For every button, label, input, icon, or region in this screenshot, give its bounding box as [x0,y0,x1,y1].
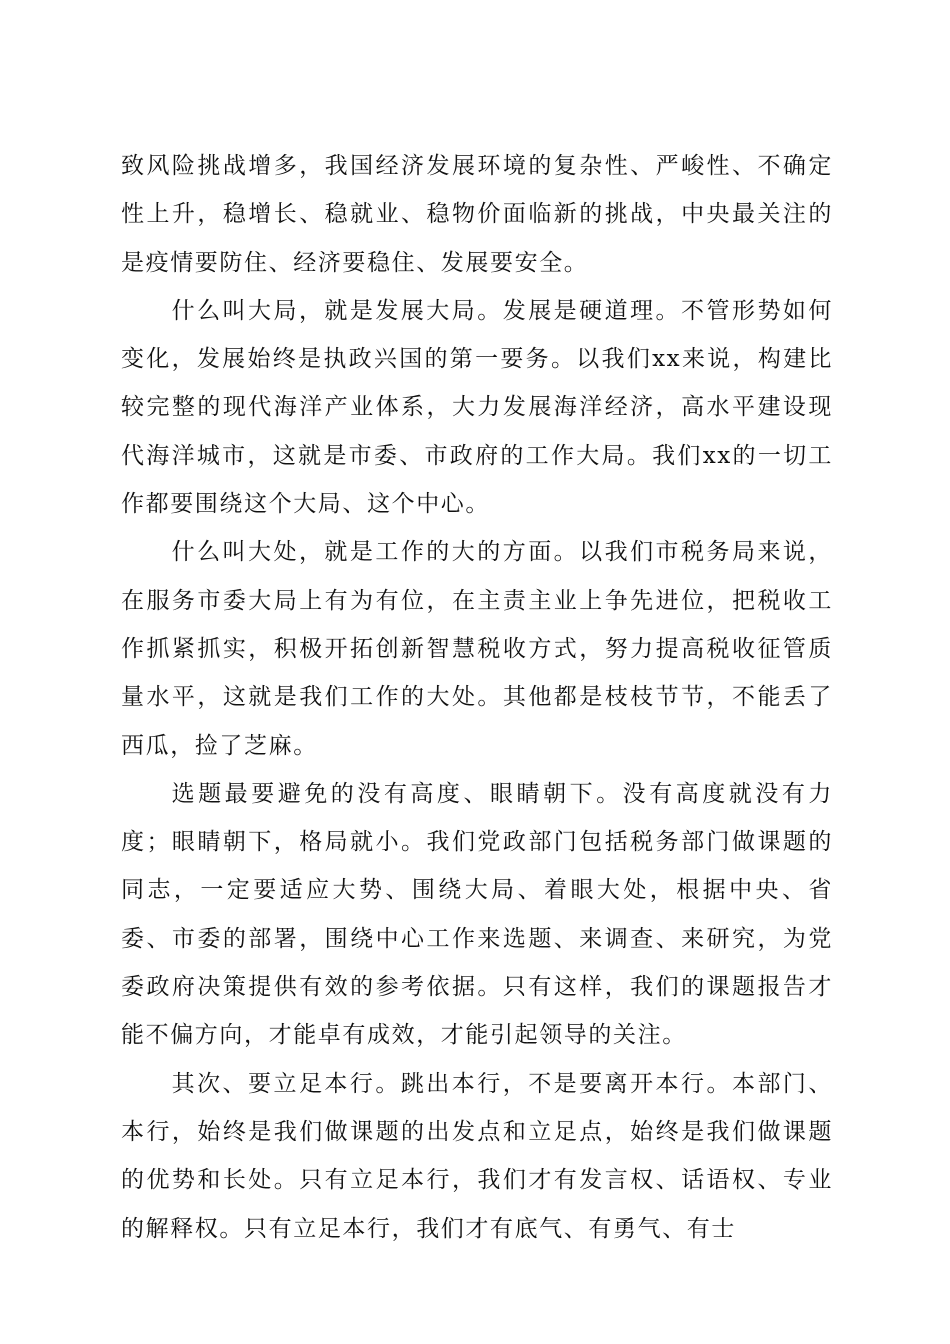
paragraph-1: 致风险挑战增多，我国经济发展环境的复杂性、严峻性、不确定性上升，稳增长、稳就业、稳物价面临新的挑战，中央最关注的是疫情要防住、经济要稳住、发展要安全。 [121,153,833,276]
paragraph-4: 选题最要避免的没有高度、眼睛朝下。没有高度就没有力度；眼睛朝下，格局就小。我们党政部门包括税务部门做课题的同志，一定要适应大势、围绕大局、着眼大处，根据中央、省委、市委的部署，围绕中心工作来选题、来调查、来研究，为党委政府决策提供有效的参考依据。只有这样，我们的课题报告才能不偏方向，才能卓有成效，才能引起领导的关注。 [121,780,833,1049]
document-body [121,142,833,1253]
paragraph-5: 其次、要立足本行。跳出本行，不是要离开本行。本部门、本行，始终是我们做课题的出发点和立足点，始终是我们做课题的优势和长处。只有立足本行，我们才有发言权、话语权、专业的解释权。只有立足本行，我们才有底气、有勇气、有士 [121,1070,833,1242]
paragraph-3: 什么叫大处，就是工作的大的方面。以我们市税务局来说，在服务市委大局上有为有位，在主责主业上争先进位，把税收工作抓紧抓实，积极开拓创新智慧税收方式，努力提高税收征管质量水平，这就是我们工作的大处。其他都是枝枝节节，不能丢了西瓜，捡了芝麻。 [121,539,833,759]
paragraph-2: 什么叫大局，就是发展大局。发展是硬道理。不管形势如何变化，发展始终是执政兴国的第一要务。以我们xx来说，构建比较完整的现代海洋产业体系，大力发展海洋经济，高水平建设现代海洋城市，这就是市委、市政府的工作大局。我们xx的一切工作都要围绕这个大局、这个中心。 [121,297,833,518]
